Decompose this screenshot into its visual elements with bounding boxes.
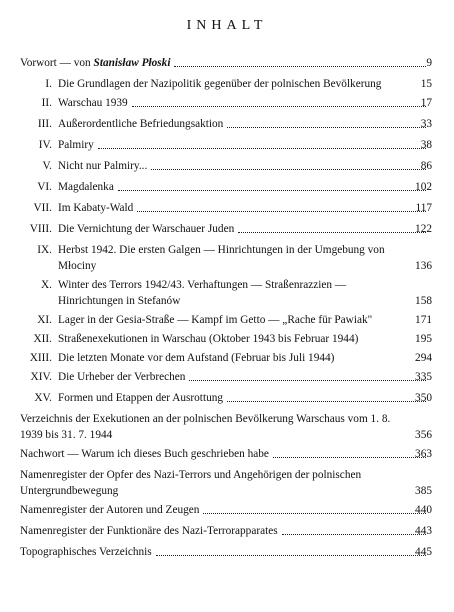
toc-entry-chapter-9[interactable]	[0, 242, 454, 274]
page-number: 9	[426, 57, 432, 69]
entry-title: Namenregister der Opfer des Nazi-Terrors und Angehörigen der polnischen Untergrundbewegung	[20, 469, 362, 497]
chapter-number: II.	[41, 97, 52, 109]
toc-entry-chapter-14[interactable]	[0, 369, 454, 385]
entry-title: Topographisches Verzeichnis	[20, 546, 152, 558]
leader-dots	[238, 232, 426, 233]
entry-title: Die Urheber der Verbrechen	[58, 371, 186, 383]
leader-dots	[174, 66, 426, 67]
leader-dots	[137, 211, 426, 212]
entry-title: Namenregister der Funktionäre des Nazi-Terrorapparates	[20, 525, 278, 537]
chapter-number: VII.	[33, 202, 52, 214]
toc-entry-vorwort[interactable]	[0, 55, 454, 71]
entry-title: Palmiry	[58, 139, 94, 151]
leader-dots	[189, 380, 426, 381]
chapter-number: VI.	[37, 181, 52, 193]
page-number: 350	[415, 392, 432, 404]
page-number: 38	[420, 139, 432, 151]
chapter-number: XI.	[37, 314, 52, 326]
chapter-number: XIII.	[29, 352, 52, 364]
page-number: 356	[415, 429, 432, 441]
entry-title: Im Kabaty-Wald	[58, 202, 134, 214]
entry-title: Warschau 1939	[58, 97, 128, 109]
toc-entry-chapter-6[interactable]	[0, 179, 454, 195]
toc-entry-chapter-4[interactable]	[0, 137, 454, 153]
page-number: 335	[415, 371, 432, 383]
entry-title: Vorwort — von	[20, 57, 94, 69]
entry-title: Die letzten Monate vor dem Aufstand (Februar bis Juli 1944)	[58, 352, 335, 364]
page-number: 445	[415, 546, 432, 558]
entry-title: Namenregister der Autoren und Zeugen	[20, 504, 200, 516]
page-number: 136	[415, 260, 432, 272]
entry-title: Formen und Etappen der Ausrottung	[58, 392, 224, 404]
toc-entry-chapter-1[interactable]	[0, 76, 454, 92]
chapter-number: X.	[41, 279, 52, 291]
page-number: 443	[415, 525, 432, 537]
toc-entry-execution-register[interactable]	[0, 411, 454, 443]
toc-entry-chapter-7[interactable]	[0, 200, 454, 216]
entry-title: Die Vernichtung der Warschauer Juden	[58, 223, 235, 235]
toc-entry-authors-register[interactable]	[0, 502, 454, 518]
entry-title: Herbst 1942. Die ersten Galgen — Hinrichtungen in der Umgebung von Młociny	[58, 244, 385, 272]
chapter-number: III.	[37, 118, 52, 130]
leader-dots	[151, 169, 426, 170]
entry-title: Magdalenka	[58, 181, 114, 193]
leader-dots	[156, 555, 426, 556]
page-number: 158	[415, 295, 432, 307]
chapter-number: IX.	[37, 244, 52, 256]
page-number: 102	[415, 181, 432, 193]
chapter-number: XII.	[33, 333, 52, 345]
toc-entry-text	[0, 55, 170, 71]
toc-entry-functionaries-register[interactable]	[0, 523, 454, 539]
leader-dots	[227, 401, 426, 402]
toc-entry-chapter-11[interactable]	[0, 312, 454, 328]
leader-dots	[132, 106, 426, 107]
entry-title: Nicht nur Palmiry...	[58, 160, 148, 172]
page-number: 117	[415, 202, 432, 214]
toc-entry-chapter-15[interactable]	[0, 390, 454, 406]
page-number: 15	[420, 78, 432, 90]
chapter-number: IV.	[38, 139, 52, 151]
page-number: 385	[415, 485, 432, 497]
toc-entry-chapter-2[interactable]	[0, 95, 454, 111]
page-number: 17	[420, 97, 432, 109]
toc-entry-chapter-13[interactable]	[0, 350, 454, 366]
page-number: 294	[415, 352, 432, 364]
entry-title: Nachwort — Warum ich dieses Buch geschrieben habe	[20, 448, 269, 460]
entry-title: Lager in der Gesia-Straße — Kampf im Getto — „Rache für Pawiak"	[58, 314, 373, 326]
toc-entry-nachwort[interactable]	[0, 446, 454, 462]
toc-entry-topographic-index[interactable]	[0, 544, 454, 560]
entry-title: Die Grundlagen der Nazipolitik gegenüber der polnischen Bevölkerung	[58, 78, 382, 90]
chapter-number: I.	[45, 78, 52, 90]
table-of-contents	[0, 55, 454, 565]
page-number: 171	[415, 314, 432, 326]
entry-title: Straßenexekutionen in Warschau (Oktober 1943 bis Februar 1944)	[58, 333, 359, 345]
author-name: Stanisław Płoski	[93, 57, 171, 69]
entry-title: Außerordentliche Befriedungsaktion	[58, 118, 224, 130]
entry-title: Verzeichnis der Exekutionen an der polnischen Bevölkerung Warschaus vom 1. 8. 1939 bis 31. 7. 1944	[20, 413, 391, 441]
toc-entry-victims-register[interactable]	[0, 467, 454, 499]
page-number: 195	[415, 333, 432, 345]
page-number: 363	[415, 448, 432, 460]
chapter-number: V.	[42, 160, 52, 172]
toc-entry-chapter-8[interactable]	[0, 221, 454, 237]
page-number: 440	[415, 504, 432, 516]
toc-entry-chapter-12[interactable]	[0, 331, 454, 347]
toc-entry-chapter-10[interactable]	[0, 277, 454, 309]
leader-dots	[203, 513, 426, 514]
chapter-number: VIII.	[29, 223, 52, 235]
chapter-number: XIV.	[30, 371, 52, 383]
leader-dots	[118, 190, 426, 191]
entry-title: Winter des Terrors 1942/43. Verhaftungen — Straßenrazzien — Hinrichtungen in Stefanów	[58, 279, 347, 307]
page-number: 86	[420, 160, 432, 172]
leader-dots	[98, 148, 426, 149]
chapter-number: XV.	[34, 392, 52, 404]
page-title: INHALT	[186, 18, 268, 33]
toc-entry-chapter-3[interactable]	[0, 116, 454, 132]
leader-dots	[227, 127, 426, 128]
toc-entry-chapter-5[interactable]	[0, 158, 454, 174]
page-number: 122	[415, 223, 432, 235]
page-number: 33	[420, 118, 432, 130]
